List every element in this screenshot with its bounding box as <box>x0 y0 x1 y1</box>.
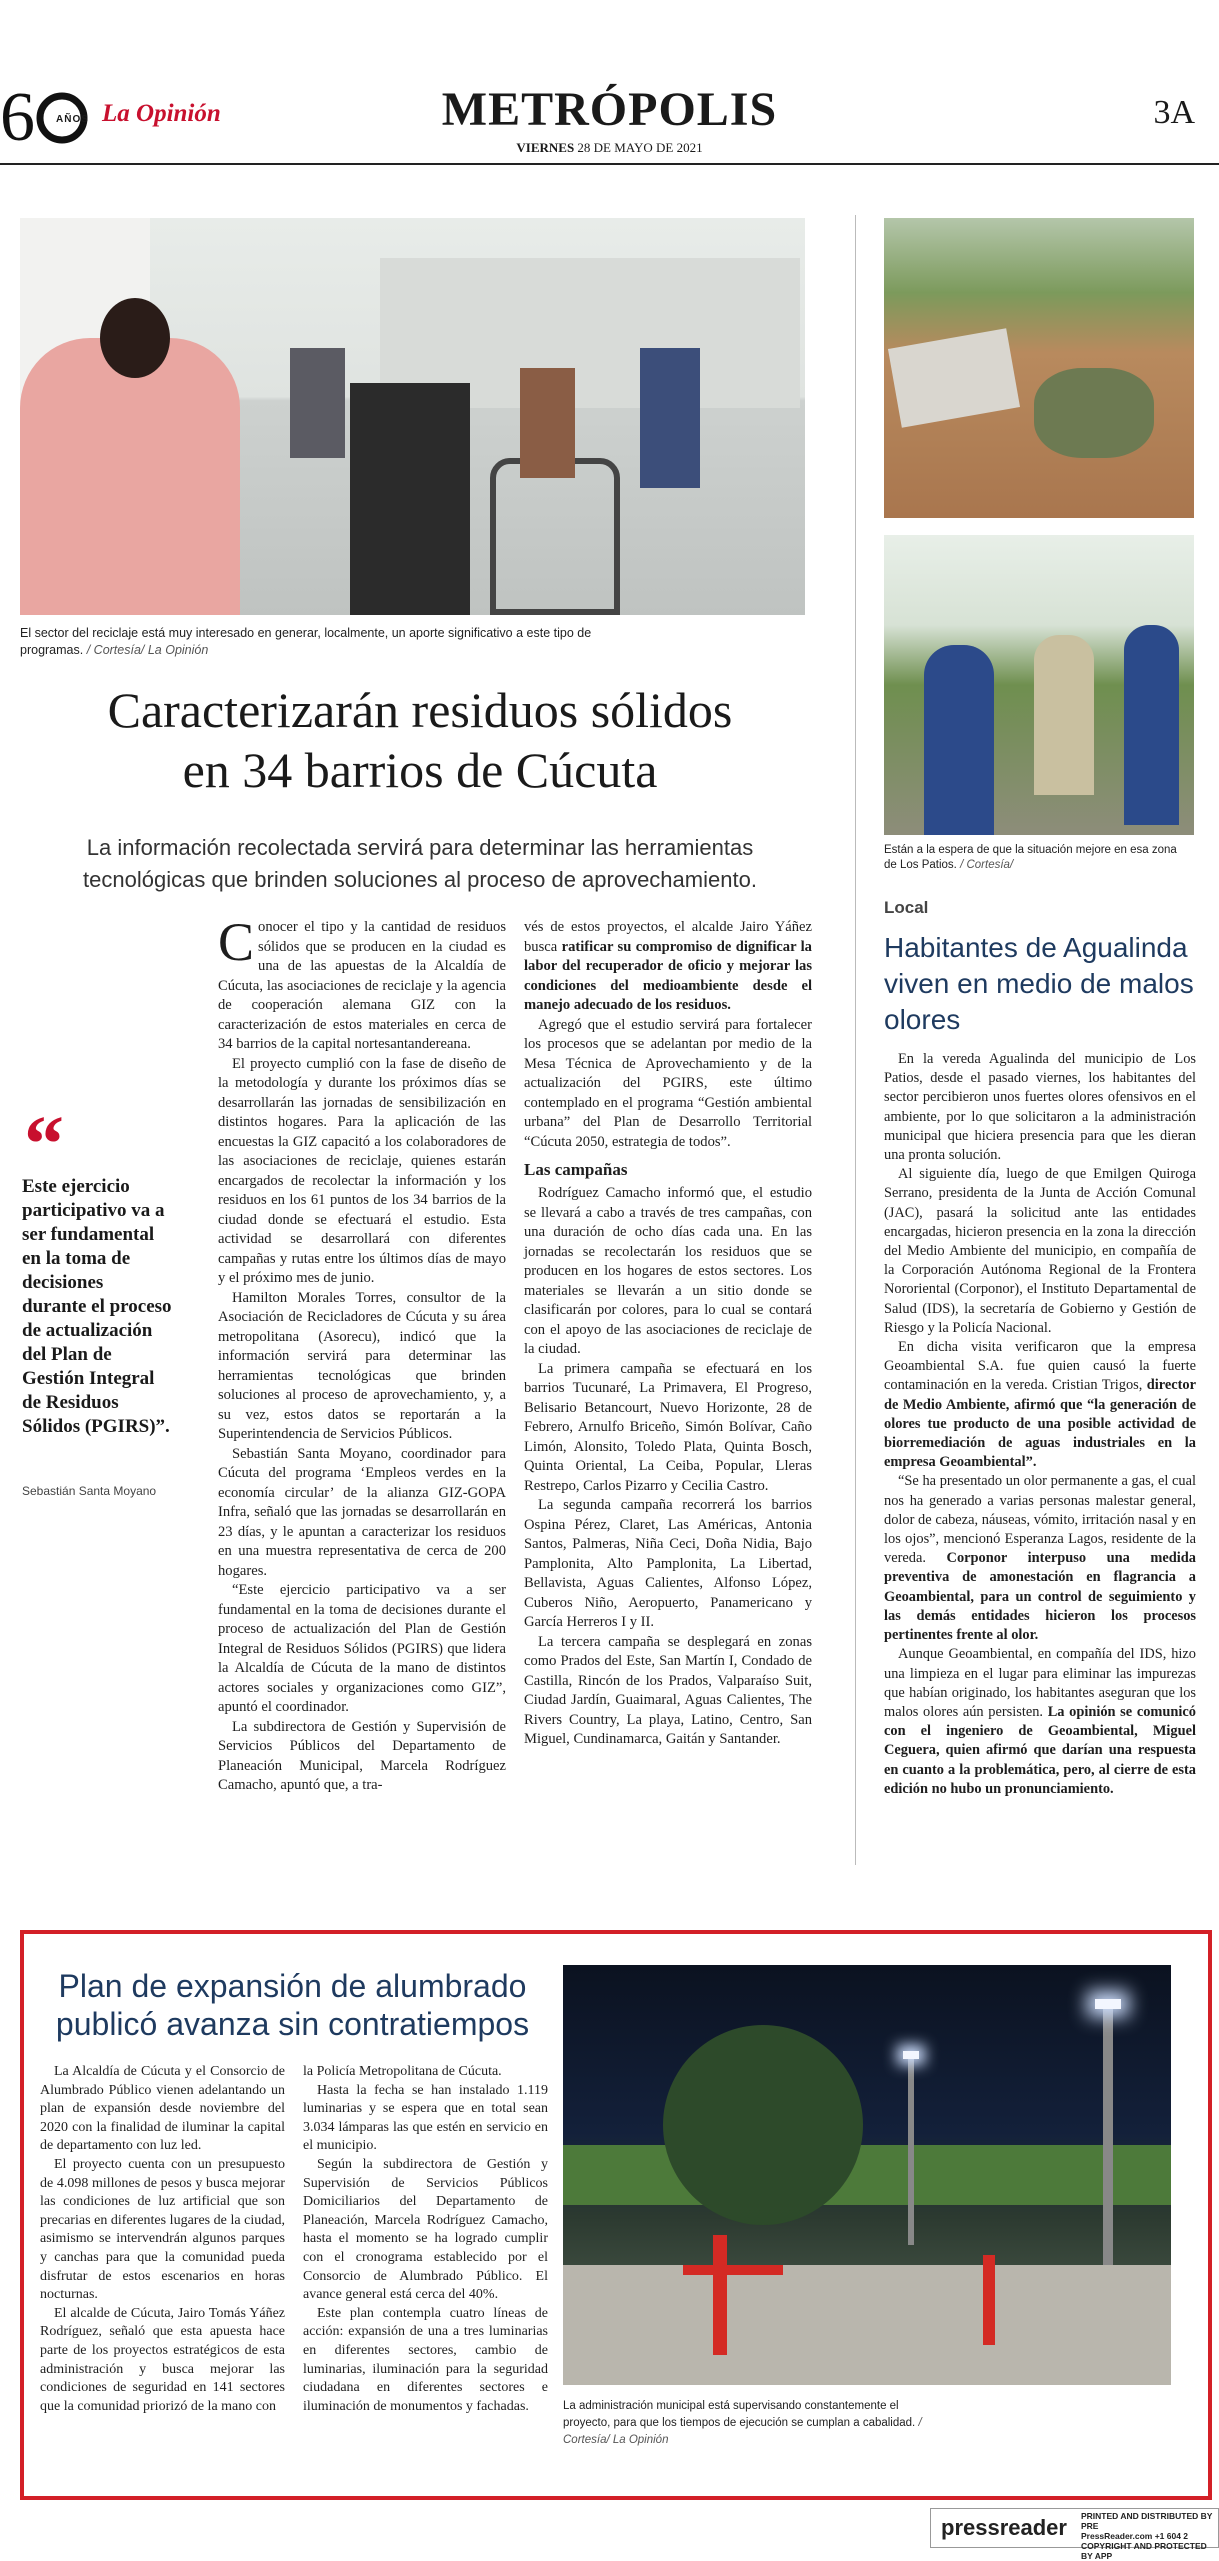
paragraph: El proyecto cumplió con la fase de diseño de la metodología y durante los próximos días se desarrollarán las jornadas de sensibilización en distintos hogares. Para la aplicación de las encuestas la GIZ capacitó a los colaboradores de las asociaciones de reciclaje, quienes estarán encargados de recolectar la información y los residuos en los 61 puntos de los 34 barrios de la ciudad donde se efectuará el estudio. Esta actividad se desarrollará con diferentes campañas y rutas entre los últimos días de mayo y el próximo mes de junio. <box>218 1055 506 1286</box>
box-column-1 <box>40 2063 285 2416</box>
logo-badge: AÑOS <box>56 114 89 125</box>
newspaper-logo[interactable]: La Opinión <box>102 100 221 127</box>
paragraph: Al siguiente día, luego de que Emilgen Quiroga Serrano, presidenta de la Junta de Acción Comunal (JAC), pasará la solicitud ante las entidades encargadas, hicieron presencia en la zona la dirección del Medio Ambiente del municipio, en compañía de la Corporación Autónoma Regional de la Frontera Nororiental (Corponor), el Instituto Departamental de Salud (IDS), la secretaría de Gobierno y Gestión de Riesgo y la Policía Nacional. <box>884 1166 1196 1336</box>
paragraph: En la vereda Agualinda del municipio de Los Patios, desde el pasado viernes, los habitantes del sector percibieron unos fuertes olores ofensivos en el ambiente, por lo que solicitaron a la administración municipal que hiciera presencia para que les dieran una pronta solución. <box>884 1051 1196 1164</box>
pressreader-footer <box>930 2508 1219 2561</box>
box-photo-caption-text: La administración municipal está supervisando constantemente el proyecto, para que los tiempos de ejecución se cumplan a cabalidad. <box>563 2400 916 2429</box>
subheading: Las campañas <box>524 1160 628 1179</box>
paragraph: El alcalde de Cúcuta, Jairo Tomás Yáñez Rodríguez, señaló que esta apuesta hace parte de los proyectos estratégicos de esta administración y busca mejorar las condiciones de seguridad en 141 sectores que la comunidad priorizó de la mano con <box>40 2305 285 2414</box>
paragraph: La segunda campaña recorrerá los barrios Ospina Pérez, Claret, Las Américas, Antonia Santos, Palmeras, Niña Ceci, Doña Nidia, Bajo Pamplonita, Alto Pamplonita, La Libertad, Bellavista, Aguas Calientes, Alfonso López, Cuberos Niño, Aeropuerto, Panamericano y García Herreros I y II. <box>524 1497 812 1630</box>
paragraph: “Este ejercicio participativo va a ser fundamental en la toma de decisiones durante el proceso de actualización del Plan de Gestión Integral de Residuos Sólidos (PGIRS) que lidera la Alcaldía de Cúcuta de la mano de distintos actores sociales y organizaciones como GIZ”, apuntó el coordinador. <box>218 1582 506 1715</box>
fine-print-line-1: PRINTED AND DISTRIBUTED BY PRE <box>1081 2511 1213 2531</box>
drop-cap: C <box>218 912 255 972</box>
main-article-column-2 <box>524 918 812 1750</box>
side-photo-top <box>884 218 1194 518</box>
paragraph: Rodríguez Camacho informó que, el estudio se llevará a cabo a través de tres campañas, con una duración de ocho días cada una. En las jornadas se recolectarán los residuos que se producen en los hogares de estos sectores. Los materiales se llevarán a un sitio donde se clasificarán por colores, para lo cual se contará con el apoyo de las asociaciones de reciclaje de la ciudad. <box>524 1185 812 1357</box>
paragraph-bold-part: director de Medio Ambiente, afirmó que “la generación de olores tue producto de una posible actividad de biorremediación de aguas industriales en la empresa Geoambiental”. <box>884 1377 1196 1471</box>
side-photo-caption-text: Están a la espera de que la situación mejore en esa zona de Los Patios. <box>884 844 1177 871</box>
paragraph: El proyecto cuenta con un presupuesto de 4.098 millones de pesos y busca mejorar las condiciones de luz artificial que son precarias en diferentes lugares de la ciudad, asimismo se intervendrán algunos parques y canchas para que la comunidad pueda disfrutar de estos escenarios en horas nocturnas. <box>40 2156 285 2303</box>
side-kicker: Local <box>884 898 929 917</box>
box-photo <box>563 1965 1171 2385</box>
section-title: METRÓPOLIS <box>441 83 778 136</box>
date-rest: 28 DE MAYO DE 2021 <box>577 140 703 155</box>
quote-mark-icon: “ <box>24 1101 64 1189</box>
main-photo <box>20 218 805 615</box>
main-headline-line1: Caracterizarán residuos sólidos <box>107 682 733 738</box>
paragraph: la Policía Metropolitana de Cúcuta. <box>303 2064 502 2079</box>
paragraph-part: vés de estos proyectos, el alcalde Jairo Yáñez busca <box>524 919 812 955</box>
box-column-2 <box>303 2063 548 2416</box>
side-photo-bottom <box>884 535 1194 835</box>
side-headline[interactable]: Habitantes de Agualinda viven en medio de malos olores <box>884 932 1194 1035</box>
main-photo-credit: / Cortesía/ La Opinión <box>86 643 209 657</box>
paragraph: Sebastián Santa Moyano, coordinador para Cúcuta del programa ‘Empleos verdes en la economía circular’ de la alianza GIZ-GOPA Infra, señaló que las jornadas se desarrollarán en 23 días, y le apuntan a caracterizar los residuos en una muestra representativa de cerca de 200 hogares. <box>218 1445 506 1579</box>
main-headline <box>20 680 820 800</box>
pressreader-fine-print <box>1081 2511 1218 2561</box>
paragraph-bold-part: La opinión se comunicó con el ingeniero de Geoambiental, Miguel Ceguera, quien afirmó que darían una respuesta en cuanto a la problemática, pero, al cierre de esta edición no hubo un pronunciamiento. <box>884 1703 1196 1797</box>
svg-text:6: 6 <box>0 79 35 156</box>
date-day: VIERNES <box>516 140 575 155</box>
fine-print-line-3: COPYRIGHT AND PROTECTED BY APP <box>1081 2541 1207 2561</box>
paragraph-part: En dicha visita verificaron que la empresa Geoambiental S.A. fue quien causó la fuerte contaminación en la vereda. Cristian Trigos, <box>884 1339 1196 1394</box>
main-deck <box>20 832 820 896</box>
paragraph: Hamilton Morales Torres, consultor de la Asociación de Recicladores de Cúcuta y su área metropolitana (Asorecu), indicó que la información servirá para determinar las herramientas tecnológicas que brinden soluciones al proceso de aprovechamiento, y, a su vez, estos datos se reportarán a la Superintendencia de Servicios Públicos. <box>218 1289 506 1442</box>
box-headline[interactable]: Plan de expansión de alumbrado publicó avanza sin contratiempos <box>55 1968 530 2042</box>
box-photo-caption <box>563 2398 923 2449</box>
paragraph: onocer el tipo y la cantidad de residuos sólidos que se producen en la ciudad es una de las apuestas de la Alcaldía de Cúcuta, las asociaciones de reciclaje y la agencia de cooperación alemana GIZ con la caracterización de estos materiales en cerca de 34 barrios de la capital nortesantandereana. <box>218 919 506 1052</box>
paragraph: Hasta la fecha se han instalado 1.119 luminarias y se espera que en total sean 3.034 lámparas las que estén en servicio en el municipio. <box>303 2082 548 2154</box>
side-photo-caption <box>884 843 1184 873</box>
date-line <box>0 140 1219 156</box>
paragraph-bold-part: ratificar su compromiso de dignificar la labor del recuperador de oficio y mejorar las condiciones del medioambiente desde el manejo adecuado de los residuos. <box>524 938 812 1013</box>
paragraph-part: “Se ha presentado un olor permanente a gas, el cual nos ha generado a varias personas malestar general, dolor de cabeza, náuseas, vómito, irritación nasal y en los ojos”, mencionó Esperanza Lagos, residente de la vereda. <box>884 1473 1196 1567</box>
pull-quote: Este ejercicio participativo va a ser fundamental en la toma de decisiones durante el proceso de actualización del Plan de Gestión Integral de Residuos Sólidos (PGIRS)”. <box>22 1176 172 1437</box>
side-article-column <box>884 1050 1196 1799</box>
paragraph: La tercera campaña se desplegará en zonas como Prados del Este, San Martín I, Condado de Castilla, Rincón de los Prados, Valparaíso Suit, Ciudad Jardín, Guaimaral, Aguas Calientes, The Rivers Country, La playa, Latino, Centro, San Miguel, Cundinamarca, Gaitán y Santander. <box>524 1633 812 1747</box>
box-photo-credit: / Cortesía/ La Opinión <box>563 2417 922 2446</box>
main-photo-caption <box>20 625 610 659</box>
paragraph: Según la subdirectora de Gestión y Supervisión de Servicios Públicos Domiciliarios del Departamento de Planeación, Marcela Rodríguez Camacho, hasta el momento se ha logrado cumplir con el cronograma establecido por el Consorcio de Alumbrado Público. El avance general está cerca del 40%. <box>303 2156 548 2303</box>
masthead <box>0 70 1219 165</box>
main-photo-caption-text: El sector del reciclaje está muy interesado en generar, localmente, un aporte significativo a este tipo de programas. <box>20 626 592 657</box>
paragraph: Este plan contempla cuatro líneas de acción: expansión de una a tres luminarias en diferentes sectores, cambio de luminarias, iluminación para la seguridad ciudadana en diferentes sectores e iluminación de monumentos y fachadas. <box>303 2305 548 2414</box>
fine-print-line-2: PressReader.com +1 604 2 <box>1081 2531 1189 2541</box>
page-number: 3A <box>1153 94 1195 131</box>
column-divider <box>855 215 856 1865</box>
main-deck-line1: La información recolectada servirá para determinar las herramientas <box>86 835 754 860</box>
pull-quote-author: Sebastián Santa Moyano <box>22 1484 157 1498</box>
main-headline-line2: en 34 barrios de Cúcuta <box>182 742 658 798</box>
main-article-column-1 <box>218 912 506 1796</box>
paragraph-bold-part: Corponor interpuso una medida preventiva de amonestación en flagrancia a Geoambiental, para un control de seguimiento y las demás entidades hicieron los procesos pertinentes frente al olor. <box>884 1550 1196 1644</box>
paragraph: La Alcaldía de Cúcuta y el Consorcio de Alumbrado Público vienen adelantando un plan de expansión desde noviembre del 2020 con la finalidad de iluminar la capital de departamento con luz led. <box>40 2064 285 2154</box>
paragraph-part: Aunque Geoambiental, en compañía del IDS, hizo una limpieza en el lugar para eliminar las impurezas que habían originado, los habitantes aseguran que los malos olores aún persisten. <box>884 1646 1196 1720</box>
paragraph: La primera campaña se efectuará en los barrios Tucunaré, La Primavera, El Progreso, Belisario Betancourt, Nuevo Horizonte, 28 de Febrero, Arnulfo Briceño, Simón Bolívar, Caño Limón, Alonsito, Toledo Plata, Quinta Bosch, Quinta Oriental, La Ceiba, Popular, Lleras Restrepo, Carlos Pizarro y Cecilia Castro. <box>524 1360 812 1494</box>
side-photo-credit: / Cortesía/ <box>960 859 1014 871</box>
pressreader-logo[interactable]: pressreader <box>941 2515 1067 2540</box>
paragraph: Agregó que el estudio servirá para fortalecer los procesos que se adelantan por medio de la Mesa Técnica de Aprovechamiento y de la actualización del PGIRS, este último contemplado en el programa “Gestión ambiental urbana” del Plan de Desarrollo Territorial “Cúcuta 2050, estrategia de todos”. <box>524 1016 812 1150</box>
paragraph: La subdirectora de Gestión y Supervisión de Servicios Públicos del Departamento de Planeación Municipal, Marcela Rodríguez Camacho, apuntó que, a tra- <box>218 1718 506 1793</box>
main-deck-line2: tecnológicas que brinden soluciones al proceso de aprovechamiento. <box>83 867 757 892</box>
